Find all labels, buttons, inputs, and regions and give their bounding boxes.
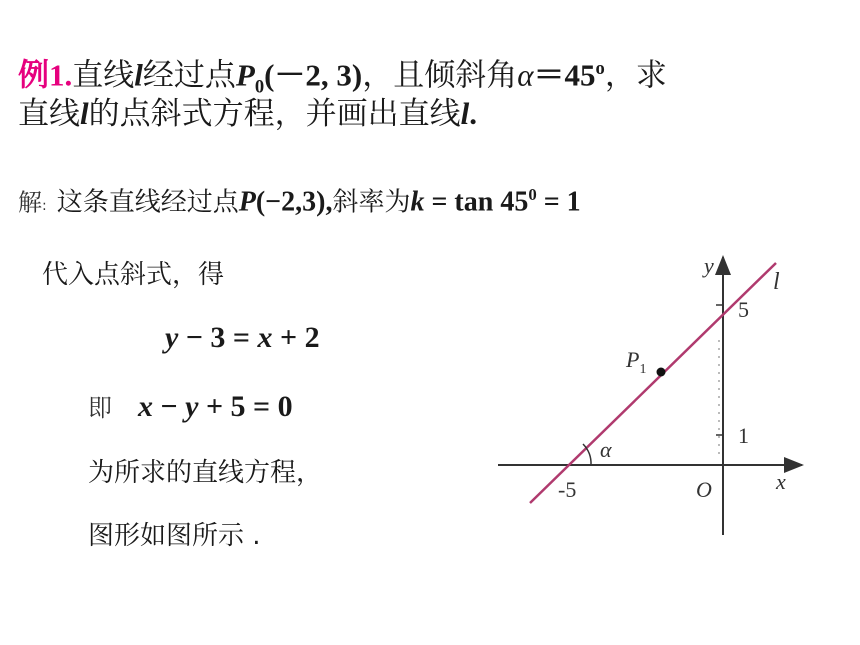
ji-label: 即: [88, 394, 112, 422]
example-label: 例1.: [18, 57, 73, 93]
solution-label: 解: [18, 188, 42, 217]
y-axis-label: y: [704, 253, 714, 278]
line-label: l: [773, 269, 780, 295]
figure-note: 图形如图所示 .: [88, 521, 261, 551]
problem-line-1: 例1.直线l经过点$P_0(-2$, 3)，且倾斜角$\alpha=45^o$，求: [18, 57, 667, 98]
tick-label-neg5: -5: [558, 477, 577, 502]
tick-label-5: 5: [738, 297, 749, 322]
substitute-text: 代入点斜式，得: [42, 260, 225, 290]
solution-line: 解: 这条直线经过点P(−2,3),斜率为$k = \tan 45^0 = 1$: [18, 185, 581, 218]
tick-label-1: 1: [738, 423, 749, 448]
coordinate-figure: [480, 245, 820, 545]
alpha-symbol: α: [517, 57, 534, 93]
problem-line-2: 直线l的点斜式方程，并画出直线l.: [18, 96, 477, 132]
origin-label: O: [696, 477, 712, 502]
conclusion-text: 为所求的直线方程，: [88, 458, 323, 488]
angle-label: α: [600, 437, 612, 462]
equation-general: 即 x − y + 5 = 0: [88, 390, 293, 423]
equation-point-slope: y − 3 = x + 2: [165, 321, 320, 354]
point-label: $P_1$: [626, 347, 647, 377]
point-p1: [657, 368, 666, 377]
point-name: P: [235, 57, 255, 93]
point-coords: (－2, 3): [264, 57, 363, 93]
x-axis-label: x: [776, 469, 786, 494]
